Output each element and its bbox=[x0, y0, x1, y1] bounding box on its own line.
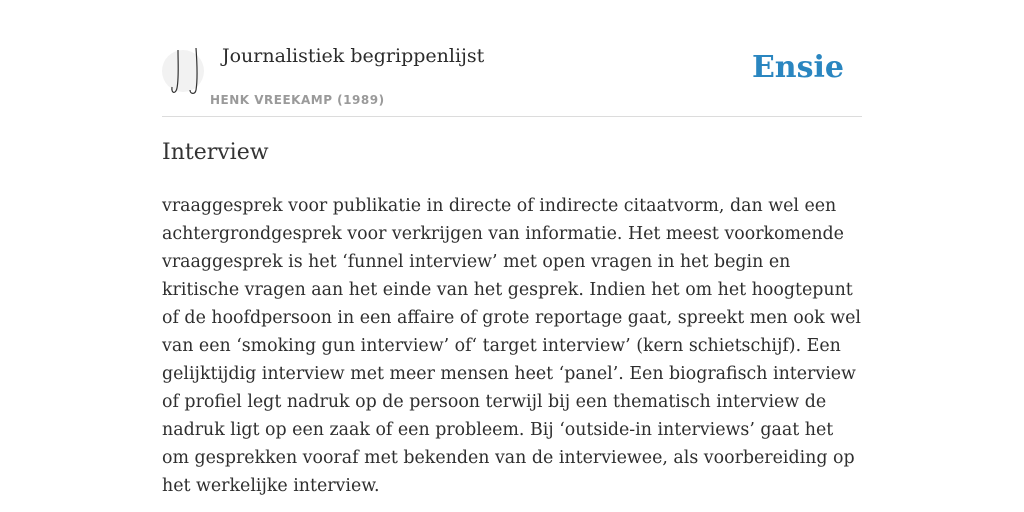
source-title[interactable]: Journalistiek begrippenlijst bbox=[222, 45, 485, 67]
entry-definition: vraaggesprek voor publikatie in directe of indirecte citaatvorm, dan wel een achtergrondgesprek voor verkrijgen van informatie. Het meest voorkomende vraaggesprek is het ‘funnel interview’ met open vragen in het begin en kritische vragen aan het einde van het gesprek. Indien het om het hoogtepunt of de hoofdpersoon in een affaire of grote reportage gaat, spreekt men ook wel van een ‘smoking gun interview’ of‘ target interview’ (kern schietschijf). Een gelijktijdig interview met meer mensen heet ‘panel’. Een biografisch interview of profiel legt nadruk op de persoon terwijl bij een thematisch interview de nadruk ligt op een zaak of een probleem. Bij ‘outside-in interviews’ gaat het om gesprekken vooraf met bekenden van de interviewee, als voorbereiding op het werkelijke interview. bbox=[162, 196, 861, 496]
entry-title: Interview bbox=[162, 140, 269, 165]
entry-card bbox=[162, 0, 862, 512]
brand-logo[interactable]: Ensie bbox=[751, 50, 844, 85]
source-logo bbox=[162, 44, 204, 98]
source-header bbox=[162, 0, 862, 117]
source-author[interactable]: HENK VREEKAMP (1989) bbox=[210, 93, 385, 107]
